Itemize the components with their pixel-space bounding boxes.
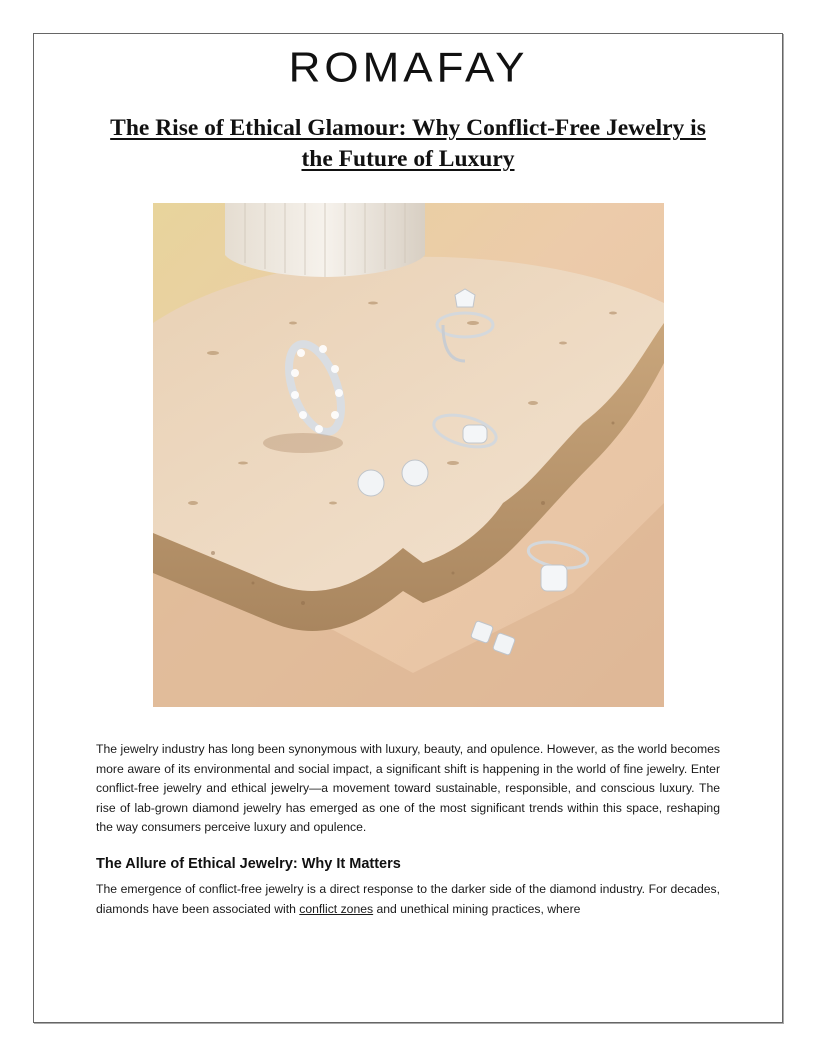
article-hero-image (153, 203, 664, 707)
section-text-before-link: The emergence of conflict-free jewelry is a direct response to the darker side of the diamond industry. For decades, diamonds have been associated with (96, 882, 720, 916)
section-text-after-link: and unethical mining practices, where (373, 901, 581, 916)
intro-paragraph: The jewelry industry has long been synonymous with luxury, beauty, and opulence. However, as the world becomes more aware of its environmental and social impact, a significant shift is happening in the world of fine jewelry. Enter conflict-free jewelry and ethical jewelry—a movement toward sustainable, responsible, and conscious luxury. The rise of lab-grown diamond jewelry has emerged as one of the most significant trends within this space, reshaping the way consumers perceive luxury and opulence. (96, 742, 720, 835)
section-paragraph (96, 880, 720, 919)
section-heading: The Allure of Ethical Jewelry: Why It Matters (96, 856, 401, 872)
brand-logo-text: ROMAFAY (288, 44, 529, 91)
brand-logo[interactable] (288, 44, 529, 91)
conflict-zones-link[interactable]: conflict zones (299, 901, 374, 916)
article-title: The Rise of Ethical Glamour: Why Conflict-Free Jewelry is the Future of Luxury (110, 115, 706, 172)
